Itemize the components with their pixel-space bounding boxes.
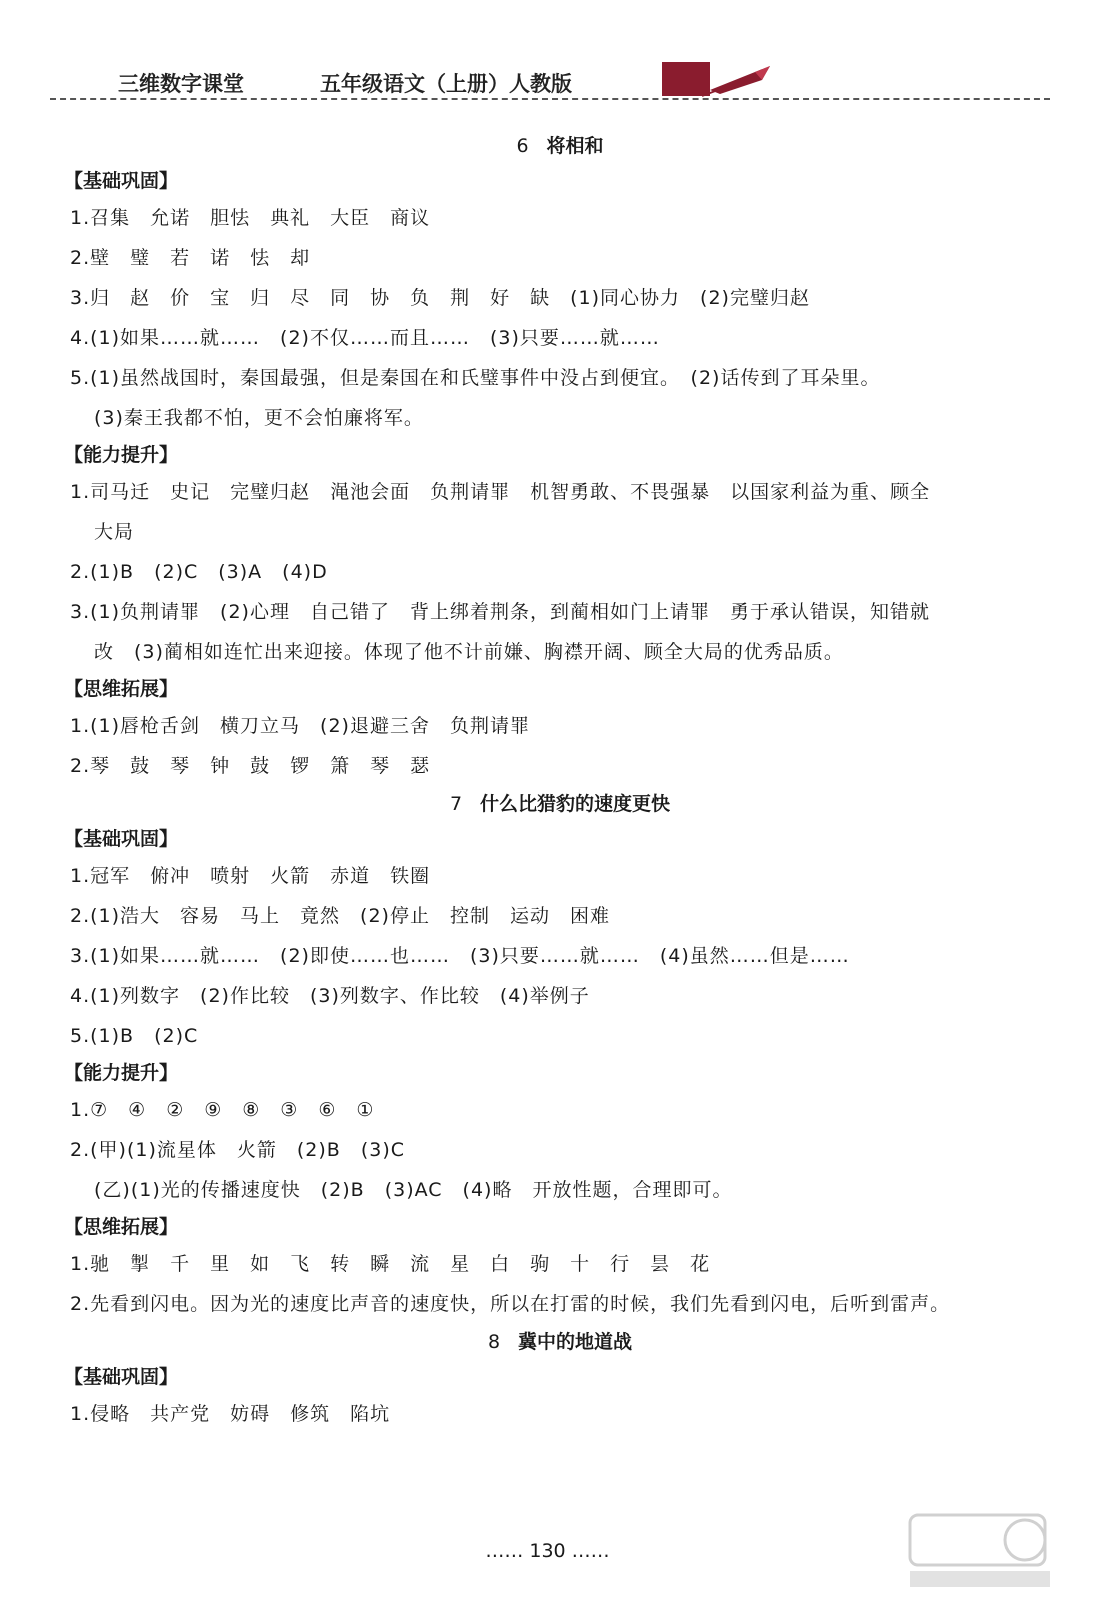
- answer-line: 5.(1)虽然战国时，秦国最强，但是秦国在和氏璧事件中没占到便宜。 (2)话传到了耳朵里。: [70, 367, 881, 389]
- section-title-text: 什么比猎豹的速度更快: [480, 793, 671, 815]
- answer-line: 1.冠军 俯冲 喷射 火箭 赤道 铁圈: [70, 865, 431, 887]
- header-rule: [50, 98, 1050, 100]
- page-header: [50, 60, 1050, 105]
- answer-line: 1.(1)唇枪舌剑 横刀立马 (2)退避三舍 负荆请罪: [70, 715, 530, 737]
- answer-line: 改 (3)蔺相如连忙出来迎接。体现了他不计前嫌、胸襟开阔、顾全大局的优秀品质。: [94, 641, 844, 663]
- answer-line: 1.司马迁 史记 完璧归赵 渑池会面 负荆请罪 机智勇敢、不畏强暴 以国家利益为重、顾全: [70, 481, 931, 503]
- answer-line: 大局: [94, 521, 135, 543]
- answer-line: 4.(1)如果……就…… (2)不仅……而且…… (3)只要……就……: [70, 327, 660, 349]
- rocket-icon: [700, 60, 780, 100]
- section-title: [70, 1326, 1050, 1358]
- block-label: 【思维拓展】: [64, 1216, 179, 1238]
- answer-line: (乙)(1)光的传播速度快 (2)B (3)AC (4)略 开放性题，合理即可。: [94, 1179, 733, 1201]
- answer-line: 4.(1)列数字 (2)作比较 (3)列数字、作比较 (4)举例子: [70, 985, 590, 1007]
- answer-line: 2.先看到闪电。因为光的速度比声音的速度快，所以在打雷的时候，我们先看到闪电，后听到雷声。: [70, 1293, 951, 1315]
- block-label: 【思维拓展】: [64, 678, 179, 700]
- section-number: 6: [516, 135, 529, 157]
- section-number: 7: [449, 793, 463, 815]
- section-title: [70, 130, 1050, 162]
- series-title: 三维数字课堂: [118, 72, 244, 96]
- answer-line: 1.驰 掣 千 里 如 飞 转 瞬 流 星 白 驹 十 行 昙 花: [70, 1253, 711, 1275]
- block-label: 【能力提升】: [64, 1062, 179, 1084]
- answer-line: 1.召集 允诺 胆怯 典礼 大臣 商议: [70, 207, 431, 229]
- answer-line: 3.(1)负荆请罪 (2)心理 自己错了 背上绑着荆条，到蔺相如门上请罪 勇于承认错误，知错就: [70, 601, 930, 623]
- answer-line: 1.⑦ ④ ② ⑨ ⑧ ③ ⑥ ①: [70, 1099, 375, 1121]
- block-label: 【基础巩固】: [64, 170, 179, 192]
- answer-line: (3)秦王我都不怕，更不会怕廉将军。: [94, 407, 424, 429]
- page-number: …… 130 ……: [485, 1540, 610, 1562]
- watermark-logo: [900, 1505, 1060, 1595]
- answer-line: 2.(1)B (2)C (3)A (4)D: [70, 561, 328, 583]
- block-label: 【能力提升】: [64, 444, 179, 466]
- section-title-text: 将相和: [546, 135, 604, 157]
- section-number: 8: [487, 1331, 501, 1353]
- section-title-text: 冀中的地道战: [518, 1331, 633, 1353]
- answer-line: 2.琴 鼓 琴 钟 鼓 锣 箫 琴 瑟: [70, 755, 431, 777]
- section-title: [70, 788, 1050, 820]
- answer-line: 2.壁 璧 若 诺 怯 却: [70, 247, 311, 269]
- answer-line: 2.(甲)(1)流星体 火箭 (2)B (3)C: [70, 1139, 405, 1161]
- answer-line: 3.归 赵 价 宝 归 尽 同 协 负 荆 好 缺 (1)同心协力 (2)完璧归赵: [70, 287, 810, 309]
- answer-line: 5.(1)B (2)C: [70, 1025, 199, 1047]
- answer-line: 3.(1)如果……就…… (2)即使……也…… (3)只要……就…… (4)虽然……但是……: [70, 945, 850, 967]
- answer-line: 1.侵略 共产党 妨碍 修筑 陷坑: [70, 1403, 391, 1425]
- answer-content: [64, 128, 1050, 1434]
- block-label: 【基础巩固】: [64, 828, 179, 850]
- book-title: 五年级语文（上册）人教版: [320, 72, 572, 96]
- block-label: 【基础巩固】: [64, 1366, 179, 1388]
- answer-line: 2.(1)浩大 容易 马上 竟然 (2)停止 控制 运动 困难: [70, 905, 610, 927]
